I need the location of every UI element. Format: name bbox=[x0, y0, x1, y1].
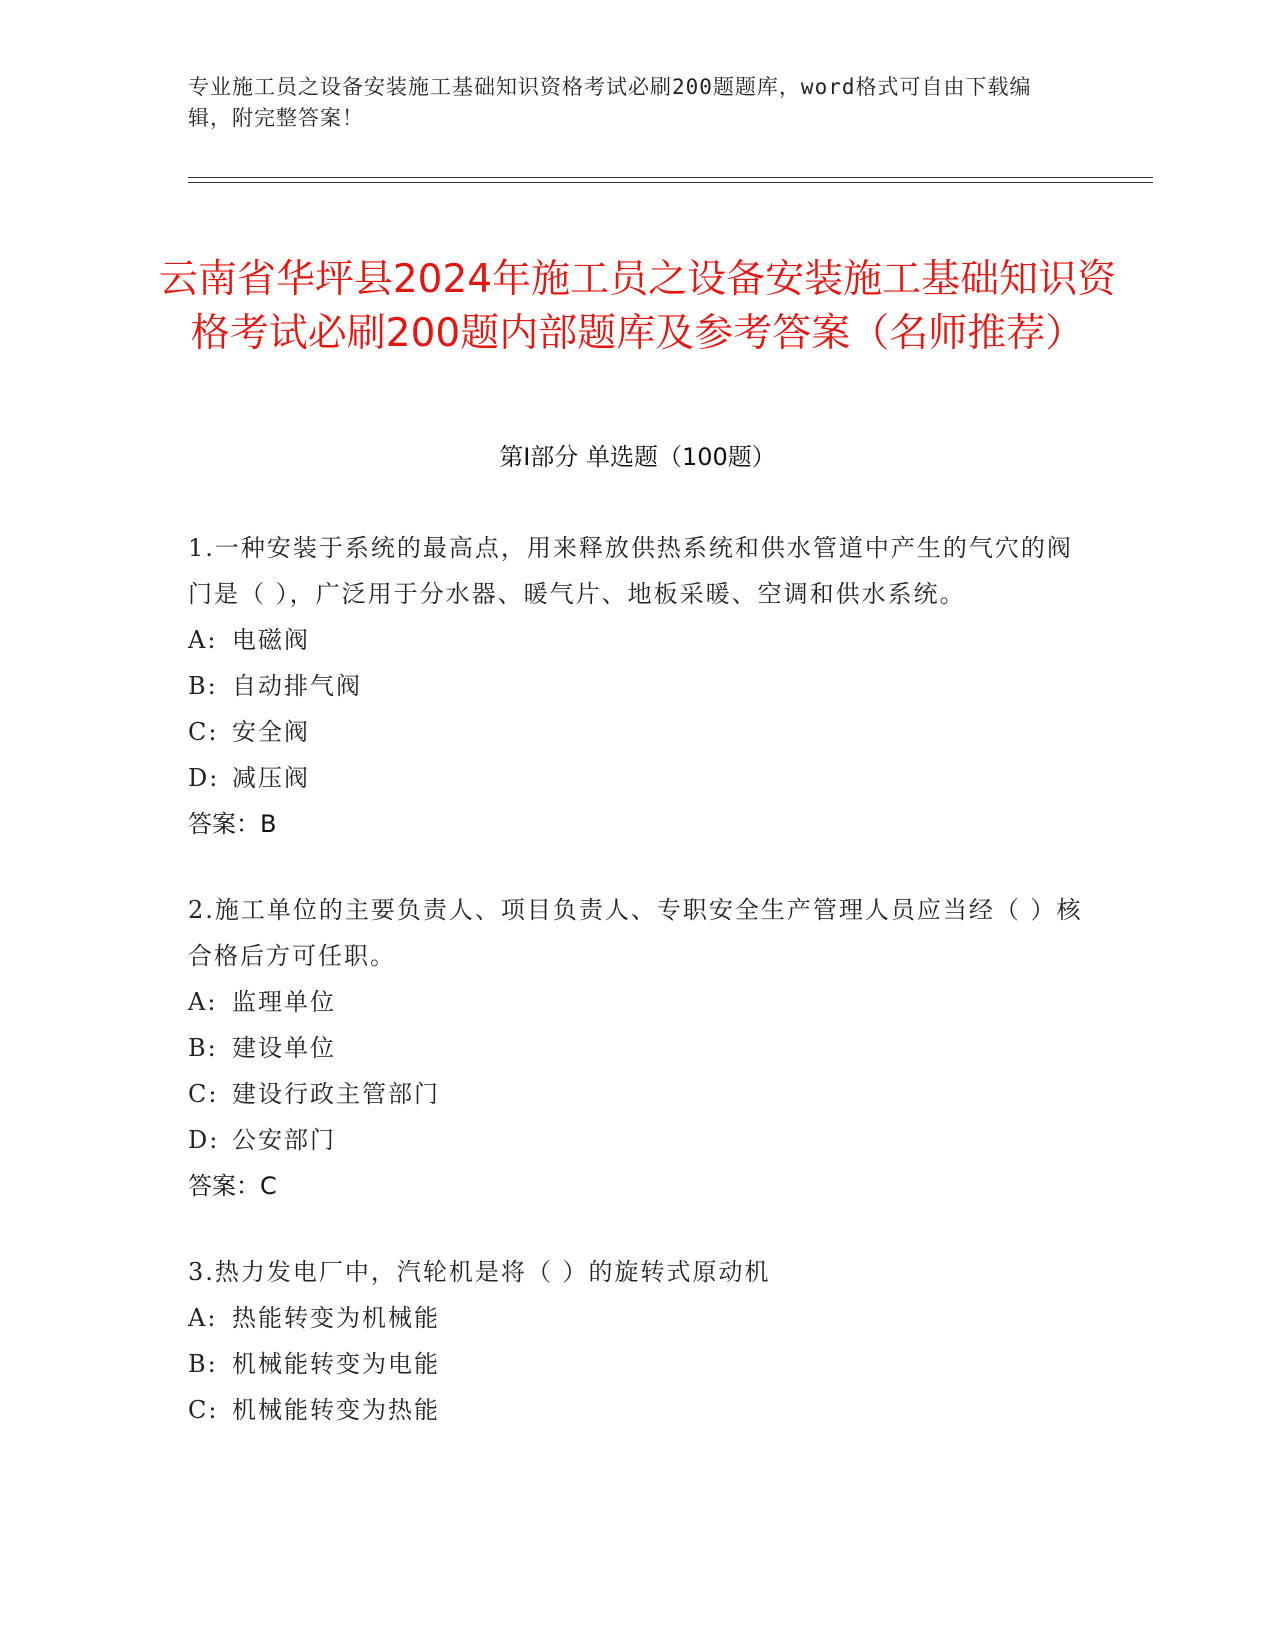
option-text: 热能转变为机械能 bbox=[232, 1304, 440, 1332]
header-divider-top bbox=[188, 177, 1153, 178]
option-text: 建设单位 bbox=[232, 1034, 336, 1062]
option-b bbox=[188, 1341, 1088, 1387]
option-key: B: bbox=[188, 1350, 218, 1378]
option-text: 监理单位 bbox=[232, 988, 336, 1016]
option-key: C: bbox=[188, 718, 219, 746]
option-key: C: bbox=[188, 1080, 219, 1108]
option-key: D: bbox=[188, 1126, 220, 1154]
option-c bbox=[188, 1071, 1088, 1117]
section-title: 第Ⅰ部分 单选题（100题） bbox=[499, 443, 776, 471]
option-b bbox=[188, 1025, 1088, 1071]
option-text: 安全阀 bbox=[232, 718, 310, 746]
option-key: A: bbox=[188, 988, 218, 1016]
option-c bbox=[188, 1387, 1088, 1433]
option-text: 机械能转变为电能 bbox=[232, 1350, 440, 1378]
question-stem: 2.施工单位的主要负责人、项目负责人、专职安全生产管理人员应当经（ ）核合格后方可任职。 bbox=[188, 896, 1083, 970]
question-list bbox=[188, 525, 1088, 1473]
option-key: C: bbox=[188, 1396, 219, 1424]
option-b bbox=[188, 663, 1088, 709]
option-a bbox=[188, 617, 1088, 663]
option-d bbox=[188, 755, 1088, 801]
question-3 bbox=[188, 1249, 1088, 1433]
option-text: 自动排气阀 bbox=[232, 672, 362, 700]
option-text: 减压阀 bbox=[232, 764, 310, 792]
option-c bbox=[188, 709, 1088, 755]
option-a bbox=[188, 979, 1088, 1025]
header-divider-bottom bbox=[188, 182, 1153, 183]
option-key: D: bbox=[188, 764, 220, 792]
question-stem: 1.一种安装于系统的最高点，用来释放供热系统和供水管道中产生的气穴的阀门是（ ），广泛用于分水器、暖气片、地板采暖、空调和供水系统。 bbox=[188, 534, 1073, 608]
option-text: 电磁阀 bbox=[232, 626, 310, 654]
answer-line: 答案：C bbox=[188, 1172, 277, 1200]
answer-line: 答案：B bbox=[188, 810, 277, 838]
question-1 bbox=[188, 525, 1088, 847]
option-key: B: bbox=[188, 1034, 218, 1062]
document-header-note: 专业施工员之设备安装施工基础知识资格考试必刷200题题库，word格式可自由下载编辑，附完整答案！ bbox=[188, 75, 1032, 130]
option-key: A: bbox=[188, 626, 218, 654]
question-2 bbox=[188, 887, 1088, 1209]
option-key: A: bbox=[188, 1304, 218, 1332]
option-key: B: bbox=[188, 672, 218, 700]
document-title: 云南省华坪县2024年施工员之设备安装施工基础知识资格考试必刷200题内部题库及参考答案（名师推荐） bbox=[158, 257, 1117, 357]
option-a bbox=[188, 1295, 1088, 1341]
option-text: 机械能转变为热能 bbox=[232, 1396, 440, 1424]
option-text: 公安部门 bbox=[232, 1126, 336, 1154]
question-stem: 3.热力发电厂中，汽轮机是将（ ）的旋转式原动机 bbox=[188, 1258, 771, 1286]
option-d bbox=[188, 1117, 1088, 1163]
option-text: 建设行政主管部门 bbox=[232, 1080, 440, 1108]
